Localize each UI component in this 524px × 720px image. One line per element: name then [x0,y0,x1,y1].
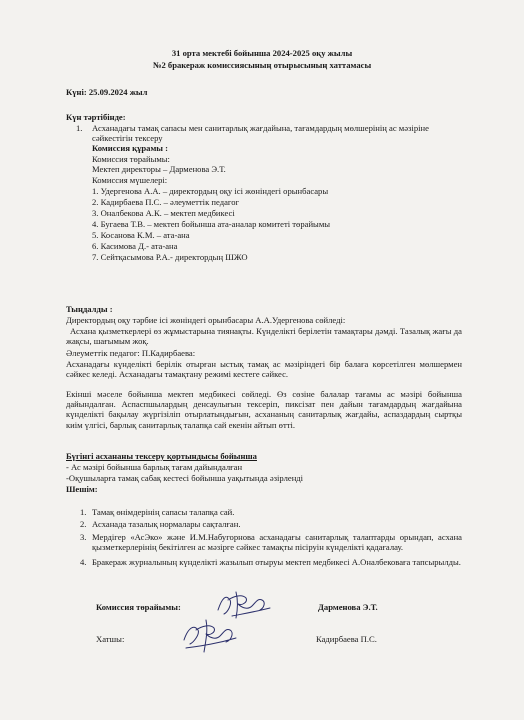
decision-item-number: 2. [80,519,87,529]
commission-title: Комиссия құрамы : [92,143,169,153]
commission-chair-label: Комиссия төрайымы: [92,154,170,164]
decision-item-number: 1. [80,507,87,517]
commission-member: 1. Удергенова А.А. – директордың оқу ісі жөніндегі орынбасары [92,186,329,196]
meeting-date: Күні: 25.09.2024 жыл [66,87,148,97]
decision-item-number: 3. [80,532,87,542]
decision-title: Шешім: [66,484,98,494]
commission-members-label: Комиссия мүшелері: [92,175,168,185]
signature-chair-name: Дарменова Э.Т. [318,602,378,612]
secretary-handwritten-signature [176,616,240,656]
commission-member: 2. Кадирбаева П.С. – әлеуметтік педагог [92,197,240,207]
heard-paragraph2: Асханадағы күнделікті берілік отырған ыстық тамақ ас мәзіріндегі бір балаға көрсетілген мөлшермен сәйкес келеді. Асханадағы тамақтану режимі кестеге сәйкес. [66,359,462,380]
heard-speaker1: Директордың оқу тәрбие ісі жөніндегі орынбасары А.А.Удергенова сөйледі: [66,315,346,325]
commission-member: 6. Касимова Д.- ата-ана [92,241,178,251]
signature-chair-label: Комиссия төрайымы: [96,602,181,612]
agenda-item-line2: сәйкестігін тексеру [92,133,163,143]
agenda-item-number: 1. [76,123,83,133]
heard-title: Тыңдалды : [66,304,113,314]
commission-member: 4. Бугаева Т.В. – мектеп бойынша ата-аналар комитеті төрайымы [92,219,331,229]
commission-member: 3. Оналбекова А.К. – мектеп медбикесі [92,208,235,218]
signature-secretary-name: Кадирбаева П.С. [316,634,377,644]
decision-item-text: Бракераж журналының күнделікті жазылып отыруы мектеп медбикесі А.Оналбековаға тапсырылды. [92,557,461,567]
decision-item-text: Тамақ өнімдерінің сапасы талапқа сай. [92,507,235,517]
commission-member: 5. Косанова К.М. – ата-ана [92,230,190,240]
heard-speaker2: Әлеуметтік педагог: П.Кадирбаева: [66,348,196,358]
today-line1: - Ас мәзірі бойынша барлық тағам дайындалған [66,462,243,472]
decision-item-text: Мердігер «АсЭко» және И.М.Набугорнова асханадағы санитарлық талаптарды орындап, асхана қызметкерлерінің бекітілген ас мәзірге сәйкес тамақты пісіруін күнделікті қадағалау. [92,532,462,553]
agenda-item-line1: Асханадағы тамақ сапасы мен санитарлық жағдайына, тағамдардың мөлшерінің ас мәзіріне [92,123,429,133]
today-line2: -Оқушыларға тамақ сабақ кестесі бойынша уақытында әзірленді [66,473,304,483]
today-title: Бүгінгі асхананы тексеру қортындысы бойынша [66,451,257,461]
commission-member: 7. Сейтқасымова Р.А.- директордың ШЖО [92,252,248,262]
agenda-title: Күн тәртібінде: [66,112,126,122]
header-title-line1: 31 орта мектебі бойынша 2024-2025 оқу жылы [171,48,353,58]
decision-item-text: Асханада тазалық нормалары сақталған. [92,519,241,529]
header-title-line2: №2 бракераж комиссиясының отырысының хаттамасы [152,60,372,70]
heard-paragraph3: Екінші мәселе бойынша мектеп медбикесі сөйледі. Өз сөзіне балалар тағамы ас мәзірі бойынша дайындалған. Аспаспшылардың денсаулығын тексеріп, пиксізат пен дайын тағамдардың жағдайына күнделікті бақылау жүргізіліп отырлатындығын, асхананың санитарлық жағдайы, аспаздардың сыртқы киім үлгісі, барлық санитарлық талапқа сай екенін айтып өтті. [66,389,462,430]
commission-chair: Мектеп директоры – Дарменова Э.Т. [92,164,226,174]
decision-item-number: 4. [80,557,87,567]
heard-paragraph1: Асхана қызметкерлері өз жұмыстарына тиянақты. Күнделікті берілетін тамақтары дәмді. Тазалық жағы да жақсы, шағымым жоқ. [66,326,462,347]
signature-secretary-label: Хатшы: [96,634,125,644]
